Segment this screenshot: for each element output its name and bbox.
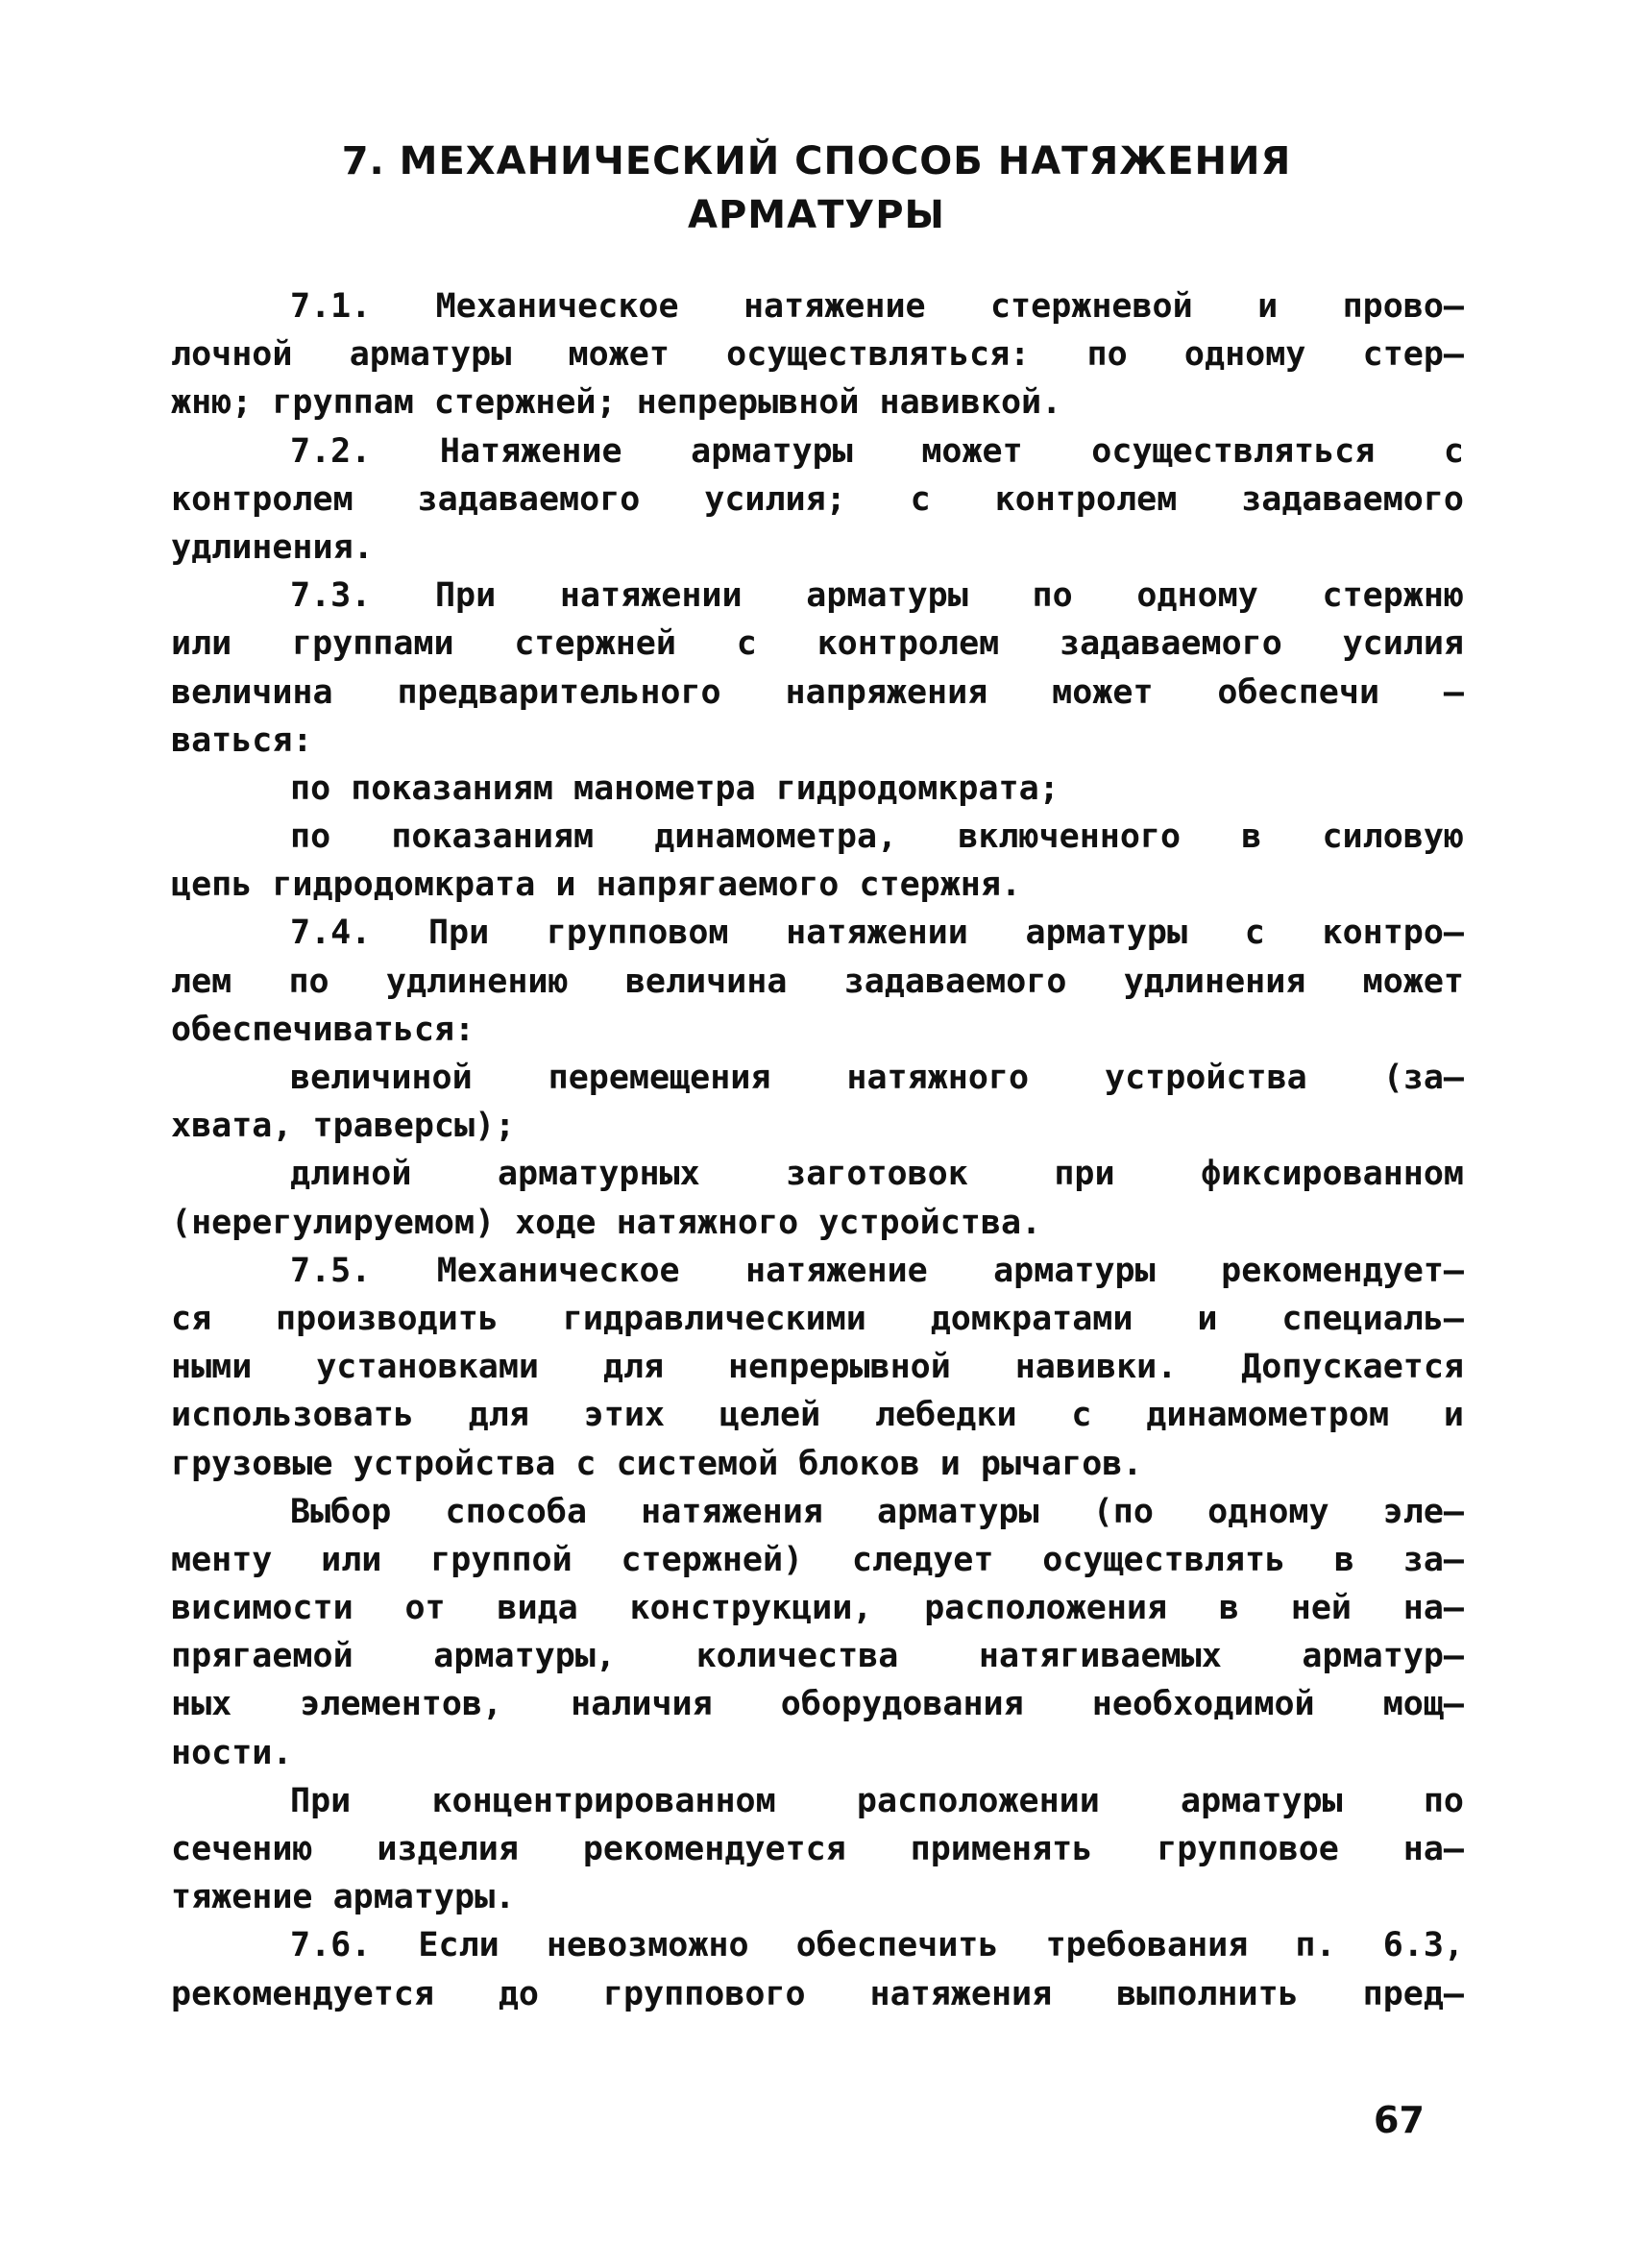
page-number: 67 <box>1374 2099 1425 2141</box>
text-line: обеспечиваться: <box>171 1010 475 1049</box>
text-line: 7.4. При групповом натяжении арматуры с контро– <box>290 914 1464 953</box>
text-line: менту или группой стержней) следует осуществлять в за– <box>171 1540 1464 1579</box>
section-title-line-1: 7. МЕХАНИЧЕСКИЙ СПОСОБ НАТЯЖЕНИЯ <box>341 139 1292 183</box>
text-line: контролем задаваемого усилия; с контролем задаваемого <box>171 479 1464 519</box>
text-line: ся производить гидравлическими домкратами и специаль– <box>171 1299 1464 1338</box>
text-line: рекомендуется до группового натяжения выполнить пред– <box>171 1974 1464 2013</box>
text-line: 7.1. Механическое натяжение стержневой и прово– <box>290 287 1464 326</box>
text-line: 7.5. Механическое натяжение арматуры рекомендует– <box>290 1251 1464 1290</box>
text-line: грузовые устройства с системой блоков и рычагов. <box>171 1444 1143 1483</box>
text-line: Выбор способа натяжения арматуры (по одному эле– <box>290 1492 1464 1531</box>
text-line: сечению изделия рекомендуется применять групповое на– <box>171 1830 1464 1868</box>
text-line: или группами стержней с контролем задаваемого усилия <box>171 624 1464 664</box>
body-text <box>171 282 1464 2018</box>
text-line: жню; группам стержней; непрерывной навивкой. <box>171 383 1062 423</box>
text-line: величина предварительного напряжения может обеспечи – <box>171 672 1464 712</box>
section-title-line-2: АРМАТУРЫ <box>688 193 945 237</box>
text-line: использовать для этих целей лебедки с динамометром и <box>171 1396 1464 1435</box>
text-line: При концентрированном расположении арматуры по <box>290 1781 1464 1820</box>
text-line: по показаниям динамометра, включенного в силовую <box>290 817 1464 857</box>
text-line: 7.3. При натяжении арматуры по одному стержню <box>290 576 1464 616</box>
text-line: 7.6. Если невозможно обеспечить требования п. 6.3, <box>290 1926 1464 1965</box>
text-line: 7.2. Натяжение арматуры может осуществляться с <box>290 431 1464 471</box>
text-line: хвата, траверсы); <box>171 1107 516 1146</box>
text-line: прягаемой арматуры, количества натягиваемых арматур– <box>171 1637 1464 1676</box>
section-title <box>0 134 1633 242</box>
text-line: по показаниям манометра гидродомкрата; <box>290 768 1060 808</box>
text-line: удлинения. <box>171 527 374 567</box>
text-line: ваться: <box>171 720 313 760</box>
text-line: длиной арматурных заготовок при фиксированном <box>290 1155 1464 1194</box>
text-line: (нерегулируемом) ходе натяжного устройства. <box>171 1203 1042 1242</box>
text-line: ными установками для непрерывной навивки. Допускается <box>171 1348 1464 1387</box>
text-line: лем по удлинению величина задаваемого удлинения может <box>171 962 1464 1001</box>
text-line: лочной арматуры может осуществляться: по одному стер– <box>171 335 1464 375</box>
text-line: тяжение арматуры. <box>171 1878 516 1917</box>
text-line: ных элементов, наличия оборудования необходимой мощ– <box>171 1685 1464 1724</box>
text-line: ности. <box>171 1733 293 1772</box>
text-line: висимости от вида конструкции, расположения в ней на– <box>171 1589 1464 1628</box>
text-line: цепь гидродомкрата и напрягаемого стержня. <box>171 866 1022 905</box>
text-line: величиной перемещения натяжного устройства (за– <box>290 1059 1464 1097</box>
